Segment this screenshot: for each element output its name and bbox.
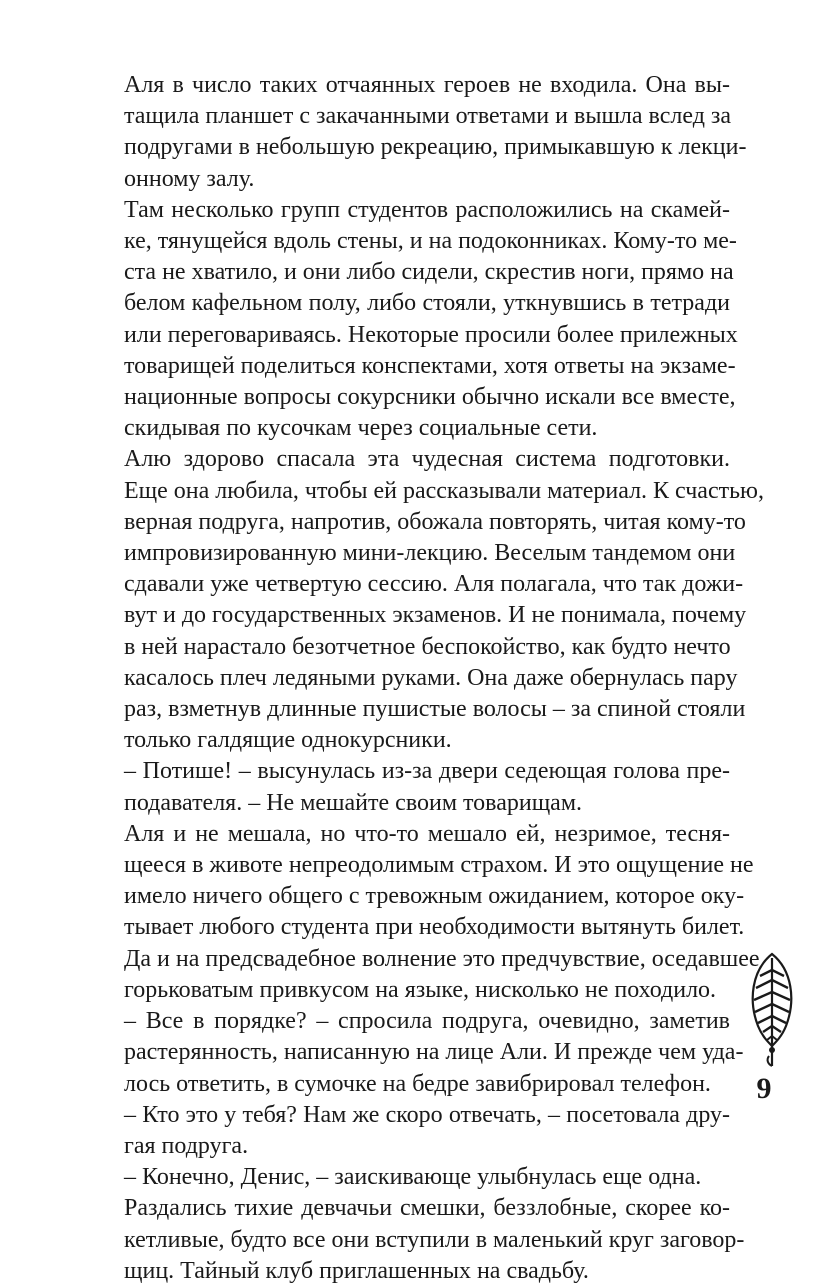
paragraph-6 xyxy=(94,1006,744,1100)
text-line: только галдящие однокурсники. xyxy=(124,727,452,754)
paragraph-1 xyxy=(94,70,747,195)
text-line: – Потише! – высунулась из-за двери седеющая голова пре- xyxy=(124,758,730,785)
text-line: кетливые, будто все они вступили в маленький круг заговор- xyxy=(124,1226,745,1253)
text-line: касалось плеч ледяными руками. Она даже обернулась пару xyxy=(124,664,738,691)
paragraph-3 xyxy=(94,444,764,756)
text-line: онному залу. xyxy=(124,165,255,192)
text-line: Аля в число таких отчаянных героев не входила. Она вы- xyxy=(124,72,730,98)
text-line: подавателя. – Не мешайте своим товарищам. xyxy=(124,789,583,816)
text-line: раз, взметнув длинные пушистые волосы – за спиной стояли xyxy=(124,696,746,723)
text-line: скидывая по кусочкам через социальные сети. xyxy=(124,415,598,442)
text-line: ста не хватило, и они либо сидели, скрестив ноги, прямо на xyxy=(124,259,734,286)
text-line: горьковатым привкусом на языке, нисколько не походило. xyxy=(124,976,717,1003)
text-line: – Все в порядке? – спросила подруга, очевидно, заметив xyxy=(124,1008,730,1035)
paragraph-2 xyxy=(94,195,738,445)
text-line: верная подруга, напротив, обожала повторять, читая кому-то xyxy=(124,508,746,535)
feather-icon xyxy=(742,950,802,1068)
text-line: ке, тянущейся вдоль стены, и на подоконниках. Кому-то ме- xyxy=(124,228,737,255)
text-line: тащила планшет с закачанными ответами и вышла вслед за xyxy=(124,103,732,130)
text-line: Аля и не мешала, но что-то мешало ей, незримое, тесня- xyxy=(124,820,730,847)
text-line: гая подруга. xyxy=(124,1132,249,1159)
paragraph-4 xyxy=(94,756,730,818)
text-line: имело ничего общего с тревожным ожиданием, которое оку- xyxy=(124,883,745,910)
text-line: Да и на предсвадебное волнение это предчувствие, оседавшее xyxy=(124,945,760,972)
page-text xyxy=(94,70,764,1287)
paragraph-5 xyxy=(94,819,760,1006)
paragraph-9 xyxy=(94,1193,745,1287)
text-line: импровизированную мини-лекцию. Веселым тандемом они xyxy=(124,540,736,567)
text-line: – Конечно, Денис, – заискивающе улыбнулась еще одна. xyxy=(124,1164,702,1191)
text-line: Алю здорово спасала эта чудесная система подготовки. xyxy=(124,446,730,473)
text-line: Раздались тихие девчачьи смешки, беззлобные, скорее ко- xyxy=(124,1195,730,1222)
text-line: лось ответить, в сумочке на бедре завибрировал телефон. xyxy=(124,1070,711,1097)
text-line: растерянность, написанную на лице Али. И прежде чем уда- xyxy=(124,1039,744,1066)
text-line: щиц. Тайный клуб приглашенных на свадьбу. xyxy=(124,1257,589,1284)
text-line: Там несколько групп студентов расположились на скамей- xyxy=(124,196,730,223)
text-line: подругами в небольшую рекреацию, примыкавшую к лекци- xyxy=(124,134,747,161)
text-line: – Кто это у тебя? Нам же скоро отвечать, – посетовала дру- xyxy=(124,1101,730,1128)
paragraph-7 xyxy=(94,1100,730,1162)
page-number: 9 xyxy=(756,1072,772,1105)
text-line: товарищей поделиться конспектами, хотя ответы на экзаме- xyxy=(124,352,736,379)
text-line: или переговариваясь. Некоторые просили более прилежных xyxy=(124,321,738,348)
text-line: сдавали уже четвертую сессию. Аля полагала, что так дожи- xyxy=(124,571,744,598)
text-line: национные вопросы сокурсники обычно искали все вместе, xyxy=(124,384,736,411)
text-line: Еще она любила, чтобы ей рассказывали материал. К счастью, xyxy=(124,477,764,504)
text-line: тывает любого студента при необходимости вытянуть билет. xyxy=(124,914,745,941)
paragraph-8 xyxy=(94,1162,730,1193)
text-line: вут и до государственных экзаменов. И не понимала, почему xyxy=(124,602,747,629)
text-line: щееся в животе непреодолимым страхом. И это ощущение не xyxy=(124,852,754,879)
text-line: белом кафельном полу, либо стояли, уткнувшись в тетради xyxy=(124,290,730,317)
text-line: в ней нарастало безотчетное беспокойство, как будто нечто xyxy=(124,633,731,660)
